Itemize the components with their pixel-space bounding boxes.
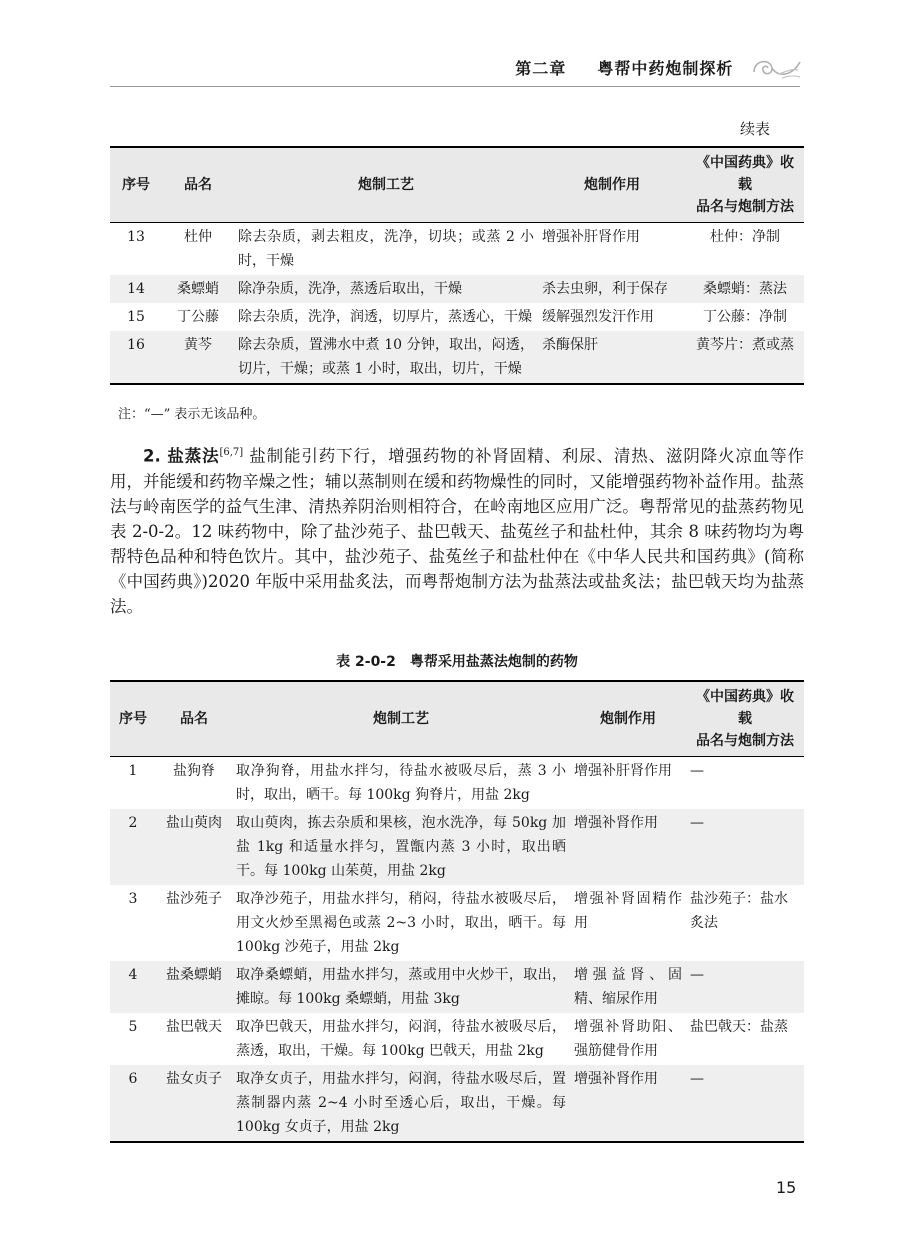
section-paragraph [110,440,804,619]
col-header: 炮制工艺 [232,681,570,757]
cell-number: 1 [128,763,138,779]
cell-effect: 杀去虫卵，利于保存 [538,275,686,303]
table-header-row [110,681,804,757]
cell-name: 杜仲 [184,229,212,245]
cell-effect: 增强补肾作用 [570,809,686,885]
cell-effect: 增强补肾助阳、强筋健骨作用 [574,1019,682,1059]
cell-pharmacopoeia: 丁公藤：净制 [703,309,787,325]
cell-pharmacopoeia: — [686,809,804,885]
cell-effect: 增强补肝肾作用 [542,229,640,245]
cell-pharmacopoeia: — [686,1065,804,1142]
col-header: 《中国药典》收载 品名与炮制方法 [686,147,804,223]
cell-name: 盐沙苑子 [166,891,222,907]
cell-process: 取净沙苑子，用盐水拌匀，稍闷，待盐水被吸尽后，用文火炒至黑褐色或蒸 2~3 小时，取出，晒干。每 100kg 沙苑子，用盐 2kg [236,891,566,955]
cell-name: 盐巴戟天 [166,1019,222,1035]
cell-name: 盐桑螵蛸 [156,961,232,1013]
cell-pharmacopoeia: 黄芩片：煮或蒸 [686,331,804,384]
col-header: 炮制工艺 [234,147,538,223]
cell-number: 16 [110,331,162,384]
cell-name: 桑螵蛸 [162,275,234,303]
cell-pharmacopoeia: 杜仲：净制 [710,229,780,245]
cell-process: 取净桑螵蛸，用盐水拌匀，蒸或用中火炒干，取出，摊晾。每 100kg 桑螵蛸，用盐 3kg [232,961,570,1013]
col-header: 品名 [162,147,234,223]
cell-effect: 杀酶保肝 [538,331,686,384]
cell-process: 除去杂质，剥去粗皮，洗净，切块；或蒸 2 小时，干燥 [238,229,534,269]
cell-pharmacopoeia: 桑螵蛸：蒸法 [686,275,804,303]
table-header-row [110,147,804,223]
cell-effect: 增强补肾固精作用 [574,891,682,931]
cell-number: 13 [127,229,145,245]
chapter-label: 第二章 [515,59,567,78]
cell-number: 14 [110,275,162,303]
col-header: 《中国药典》收载 品名与炮制方法 [686,681,804,757]
running-header [110,56,790,79]
col-header: 炮制作用 [570,681,686,757]
table-row [110,757,804,810]
citation-ref: [6,7] [219,447,244,458]
page-number: 15 [776,1178,797,1197]
cell-pharmacopoeia: 盐沙苑子：盐水炙法 [690,891,788,931]
cell-pharmacopoeia: — [686,961,804,1013]
cell-name: 丁公藤 [177,309,219,325]
cell-name: 盐狗脊 [173,763,215,779]
cell-effect: 缓解强烈发汗作用 [542,309,654,325]
continued-table [110,146,804,385]
cell-name: 黄芩 [162,331,234,384]
table-row [110,809,804,885]
table-row [110,303,804,331]
cell-name: 盐女贞子 [156,1065,232,1142]
cell-number: 6 [110,1065,156,1142]
chapter-title: 粤帮中药炮制探析 [597,59,734,78]
cell-process: 除净杂质，洗净，蒸透后取出，干燥 [234,275,538,303]
cell-process: 除去杂质，洗净，润透，切厚片，蒸透心，干燥 [238,309,532,325]
cell-number: 2 [110,809,156,885]
cell-effect: 增强补肝肾作用 [574,763,672,779]
table-row [110,331,804,384]
section-heading: 2. 盐蒸法 [143,446,220,466]
cell-process: 除去杂质，置沸水中煮 10 分钟，取出，闷透，切片，干燥；或蒸 1 小时，取出，切片，干燥 [234,331,538,384]
cell-pharmacopoeia: — [690,763,704,779]
cell-process: 取净女贞子，用盐水拌匀，闷润，待盐水吸尽后，置蒸制器内蒸 2~4 小时至透心后，取出，干燥。每 100kg 女贞子，用盐 2kg [232,1065,570,1142]
col-header: 序号 [110,681,156,757]
cell-name: 盐山萸肉 [156,809,232,885]
table-row [110,961,804,1013]
continued-label: 续表 [740,120,771,138]
cell-process: 取净巴戟天，用盐水拌匀，闷润，待盐水被吸尽后，蒸透，取出，干燥。每 100kg 巴戟天，用盐 2kg [236,1019,566,1059]
ornament-swirl-icon [748,48,802,84]
cell-process: 取净狗脊，用盐水拌匀，待盐水被吸尽后，蒸 3 小时，取出，晒干。每 100kg 狗脊片，用盐 2kg [236,763,566,803]
table-row [110,223,804,276]
table-row [110,1065,804,1142]
cell-effect: 增强补肾作用 [570,1065,686,1142]
table-caption: 表 2-0-2 粤帮采用盐蒸法炮制的药物 [336,654,578,670]
header-rule [110,86,800,87]
cell-number: 3 [128,891,138,907]
table-row [110,275,804,303]
section-text: 盐制能引药下行，增强药物的补肾固精、利尿、清热、滋阴降火凉血等作用，并能缓和药物辛燥之性；辅以蒸制则在缓和药物燥性的同时，又能增强药物补益作用。盐蒸法与岭南医学的益气生津、清热养阴治则相符合，在岭南地区应用广泛。粤帮常见的盐蒸药物见表 2-0-2。12 味药物中，除了盐沙苑子、盐巴戟天、盐菟丝子和盐杜仲，其余 8 味药物均为粤帮特色品种和特色饮片。其中，盐沙苑子、盐菟丝子和盐杜仲在《中华人民共和国药典》(简称《中国药典》)2020 年版中采用盐炙法，而粤帮炮制方法为盐蒸法或盐炙法；盐巴戟天均为盐蒸法。 [110,446,805,616]
cell-number: 5 [128,1019,138,1035]
cell-effect: 增强益肾、固精、缩尿作用 [570,961,686,1013]
col-header: 炮制作用 [538,147,686,223]
cell-number: 15 [127,309,145,325]
table-row [110,885,804,961]
cell-process: 取山萸肉，拣去杂质和果核，泡水洗净，每 50kg 加盐 1kg 和适量水拌匀，置甑内蒸 3 小时，取出晒干。每 100kg 山茱萸，用盐 2kg [232,809,570,885]
table-row [110,1013,804,1065]
table-note: 注：“—” 表示无该品种。 [118,407,266,422]
col-header: 序号 [110,147,162,223]
cell-number: 4 [110,961,156,1013]
salt-steaming-table [110,680,804,1143]
cell-pharmacopoeia: 盐巴戟天：盐蒸 [690,1019,788,1035]
col-header: 品名 [156,681,232,757]
